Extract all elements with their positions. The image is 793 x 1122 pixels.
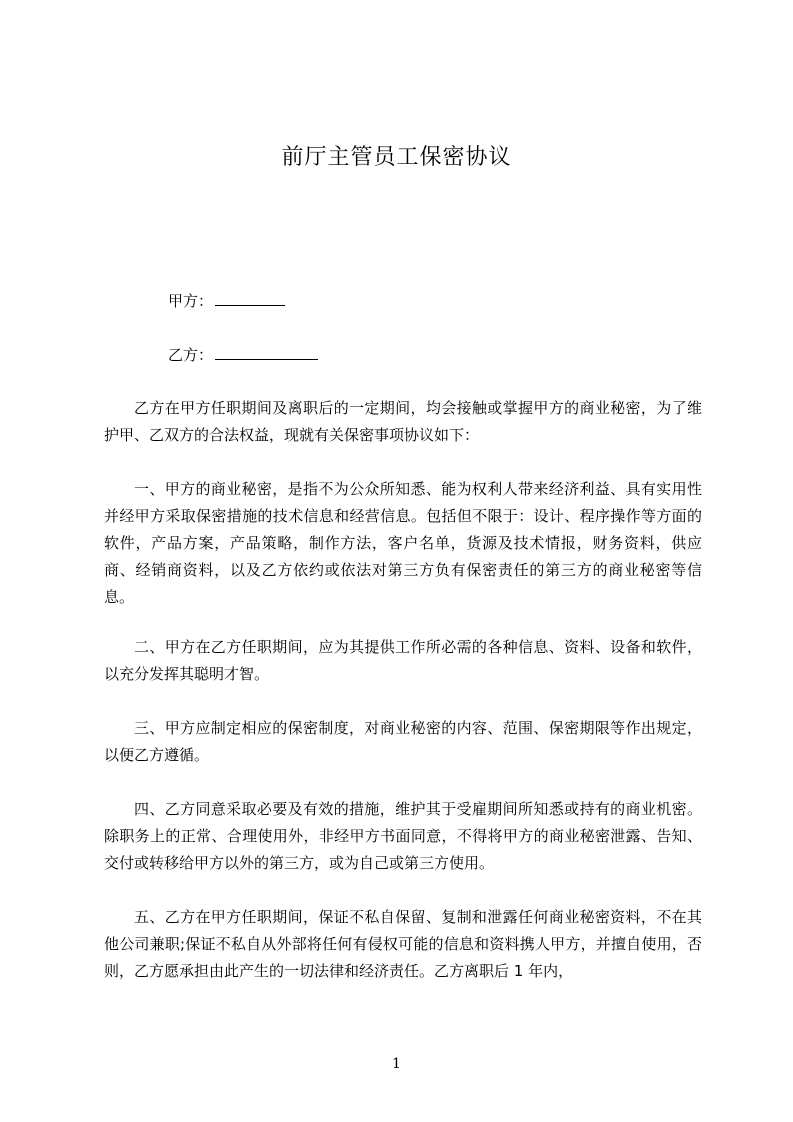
paragraph-clause-2: 二、甲方在乙方任职期间，应为其提供工作所必需的各种信息、资料、设备和软件，以充分发挥其聪明才智。: [104, 638, 702, 683]
party-a-label: 甲方：: [168, 292, 214, 310]
paragraph-intro: 乙方在甲方任职期间及离职后的一定期间，均会接触或掌握甲方的商业秘密，为了维护甲、乙双方的合法权益，现就有关保密事项协议如下：: [104, 399, 702, 444]
paragraph-clause-5: 五、乙方在甲方任职期间，保证不私自保留、复制和泄露任何商业秘密资料，不在其他公司兼职;保证不私自从外部将任何有侵权可能的信息和资料携人甲方，并擅自使用，否则，乙方愿承担由此产生的一切法律和经济责任。乙方离职后 1 年内，: [104, 908, 702, 980]
paragraph-clause-3: 三、甲方应制定相应的保密制度，对商业秘密的内容、范围、保密期限等作出规定，以便乙方遵循。: [104, 719, 702, 764]
paragraph-clause-4: 四、乙方同意采取必要及有效的措施，维护其于受雇期间所知悉或持有的商业机密。除职务上的正常、合理使用外，非经甲方书面同意，不得将甲方的商业秘密泄露、告知、交付或转移给甲方以外的第三方，或为自己或第三方使用。: [104, 800, 702, 872]
paragraph-clause-1: 一、甲方的商业秘密，是指不为公众所知悉、能为权利人带来经济利益、具有实用性并经甲方采取保密措施的技术信息和经营信息。包括但不限于：设计、程序操作等方面的软件，产品方案，产品策略，制作方法，客户名单，货源及技术情报，财务资料，供应商、经销商资料，以及乙方依约或依法对第三方负有保密责任的第三方的商业秘密等信息。: [104, 480, 702, 606]
party-a-line: [168, 291, 285, 311]
party-a-blank: [215, 291, 285, 306]
page-number: 1: [392, 1056, 401, 1072]
document-title: 前厅主管员工保密协议: [281, 145, 512, 170]
party-b-line: [168, 345, 318, 365]
party-b-blank: [215, 345, 318, 360]
party-b-label: 乙方：: [168, 346, 214, 364]
